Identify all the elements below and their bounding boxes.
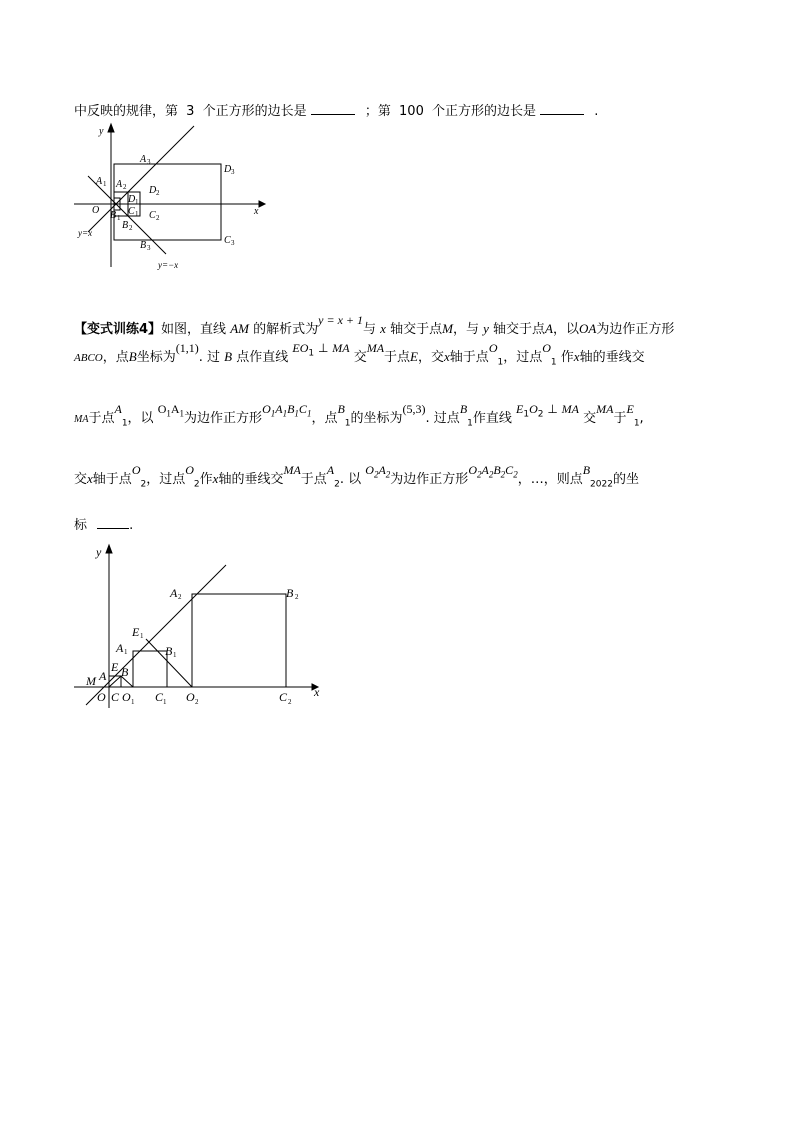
svg-text:D: D	[224, 164, 232, 175]
svg-text:A: A	[116, 641, 124, 655]
figure-squares-diagonal	[74, 122, 274, 272]
answer-blank[interactable]	[540, 100, 584, 115]
svg-text:1: 1	[117, 214, 121, 222]
svg-text:2: 2	[156, 214, 160, 222]
svg-text:3: 3	[231, 168, 235, 176]
svg-text:E: E	[132, 625, 140, 639]
svg-text:E: E	[111, 660, 119, 674]
svg-text:1: 1	[131, 698, 135, 706]
svg-text:A: A	[99, 669, 107, 683]
svg-text:3: 3	[147, 244, 151, 252]
svg-text:B: B	[140, 240, 147, 251]
svg-text:O: O	[122, 690, 131, 704]
svg-text:O: O	[97, 690, 106, 704]
svg-text:C: C	[149, 210, 156, 221]
svg-text:1: 1	[135, 210, 139, 218]
svg-text:A: A	[170, 586, 178, 600]
svg-text:A: A	[96, 176, 103, 187]
svg-text:y=x: y=x	[78, 228, 93, 238]
svg-text:D: D	[128, 194, 136, 205]
svg-text:1: 1	[135, 198, 139, 206]
svg-text:O: O	[92, 205, 100, 216]
svg-text:B: B	[286, 586, 294, 600]
exercise-line-3: MA于点$A_1$，以 $O_1A_1$为边作正方形$O_1A_1B_1C_1$，点$B_1$的坐标为(5,3). 过点$B_1$作直线 $E_1O_2$ ⊥ MA 交MA于$E_1$,	[74, 402, 644, 429]
svg-text:B: B	[110, 210, 117, 221]
svg-text:1: 1	[163, 698, 167, 706]
svg-text:B: B	[165, 644, 173, 658]
svg-text:B: B	[121, 665, 129, 679]
svg-text:C: C	[111, 690, 120, 704]
svg-text:1: 1	[103, 180, 107, 188]
svg-text:C: C	[155, 690, 164, 704]
svg-text:1: 1	[140, 632, 144, 640]
svg-text:2: 2	[288, 698, 292, 706]
svg-text:x: x	[314, 685, 320, 699]
svg-text:3: 3	[231, 239, 235, 247]
answer-blank[interactable]	[97, 514, 129, 529]
svg-text:B: B	[122, 220, 129, 231]
svg-text:2: 2	[129, 224, 133, 232]
svg-text:y=−x: y=−x	[158, 260, 179, 270]
svg-text:2: 2	[195, 698, 199, 706]
svg-text:C: C	[279, 690, 288, 704]
svg-text:y: y	[96, 545, 102, 559]
question-line-top: 中反映的规律，第 3 个正方形的边长是 ；第 100 个正方形的边长是 .	[74, 100, 598, 119]
svg-text:C: C	[224, 235, 231, 246]
svg-text:M: M	[86, 674, 96, 688]
svg-text:x: x	[254, 206, 259, 217]
exercise-line-5: 标 .	[74, 514, 133, 533]
svg-text:2: 2	[156, 189, 160, 197]
exercise-line-1: 【变式训练4】如图，直线 AM 的解析式为y = x + 1与 x 轴交于点M，与 y 轴交于点A，以OA为边作正方形	[74, 313, 675, 337]
exercise-line-2: ABCO，点B坐标为(1,1). 过 B 点作直线 $EO_1$ ⊥ MA 交MA于点E，交x轴于点$O_1$，过点$O_1$ 作x轴的垂线交	[74, 341, 645, 368]
svg-text:O: O	[186, 690, 195, 704]
figure-line-squares	[74, 540, 334, 710]
svg-text:2: 2	[295, 593, 299, 601]
svg-text:A: A	[140, 154, 147, 165]
svg-text:1: 1	[173, 651, 177, 659]
svg-text:y: y	[99, 126, 104, 137]
svg-text:3: 3	[147, 158, 151, 166]
svg-text:2: 2	[178, 593, 182, 601]
svg-text:C: C	[128, 206, 135, 217]
svg-text:A: A	[116, 179, 123, 190]
exercise-line-4: 交x轴于点$O_2$，过点$O_2$作x轴的垂线交MA于点$A_2$. 以 $O_2A_2$为边作正方形$O_2A_2B_2C_2$，…，则点$B_{2022}$的坐	[74, 463, 639, 490]
svg-text:2: 2	[123, 183, 127, 191]
answer-blank[interactable]	[311, 100, 355, 115]
svg-text:D: D	[149, 185, 157, 196]
svg-text:1: 1	[124, 648, 128, 656]
